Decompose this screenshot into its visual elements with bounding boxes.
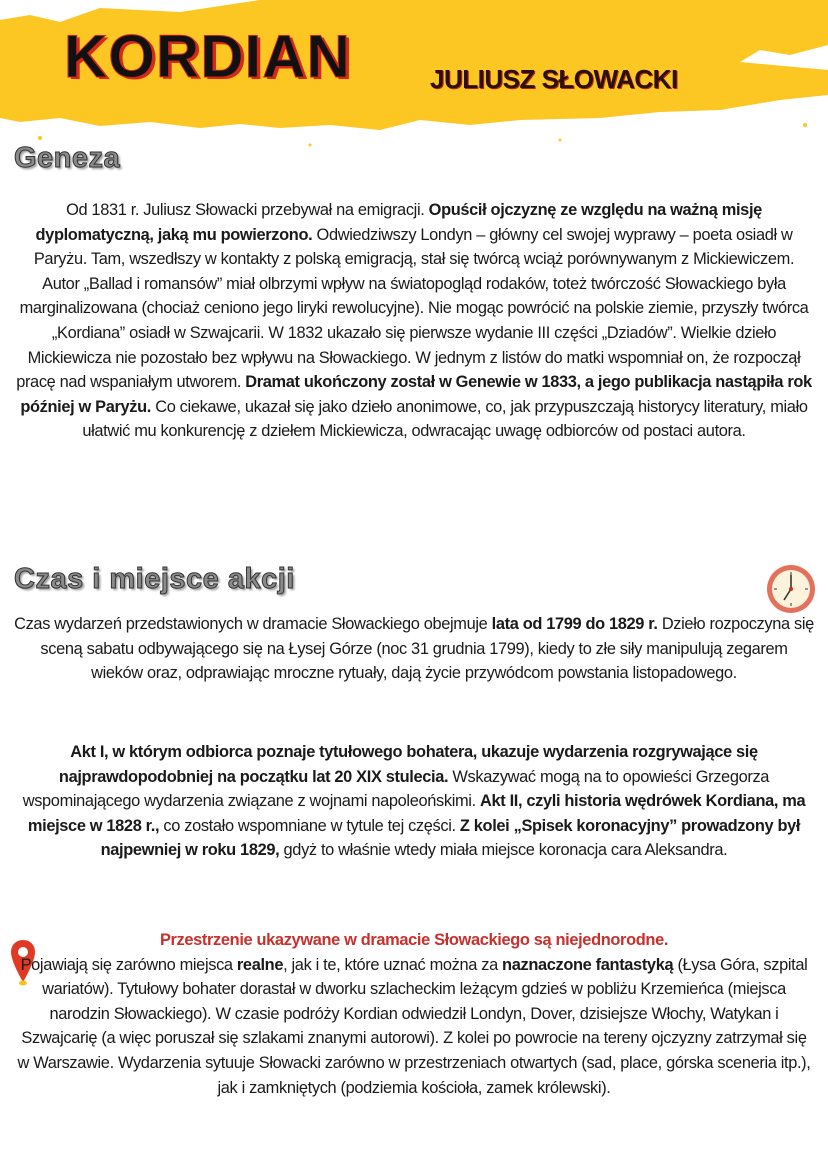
text: gdyż to właśnie wtedy miała miejsce koronacja cara Aleksandra. [279, 841, 728, 860]
text: , jak i te, które uznać można za [283, 955, 503, 974]
przestrzenie-body [14, 953, 814, 1101]
text: Odwiedziwszy Londyn – główny cel swojej wyprawy – poeta osiadł w Paryżu. Tam, wszedłszy w kontakty z polską emigracją, stał się twórcą wciąż porównywanym z Mickiewiczem. Autor „Ballad i romansów” miał olbrzymi wpływ na światopogląd rodaków, toteż twórczość Słowackiego była marginalizowana (chociaż ceniono jego liryki rewolucyjne). Nie mogąc powrócić na polskie ziemie, przyszły twórca „Kordiana” osiadł w Szwajcarii. W 1832 ukazało się pierwsze wydanie III części „Dziadów”. Wielkie dzieło Mickiewicza nie pozostało bez wpływu na Słowackiego. W jednym z listów do matki wspomniał on, że rozpoczął pracę nad wspaniałym utworem. [16, 225, 809, 392]
przestrzenie-paragraph [14, 928, 814, 1100]
text: Od 1831 r. Juliusz Słowacki przebywał na emigracji. [66, 201, 429, 219]
czas-paragraph-1 [14, 612, 814, 686]
bold-text: naznaczone fantastyką [502, 955, 674, 974]
text: Pojawiają się zarówno miejsca [20, 955, 237, 974]
section-heading-czas-i-miejsce: Czas i miejsce akcji [14, 563, 295, 595]
bold-text: lata od 1799 do 1829 r. [491, 615, 658, 633]
clock-icon [765, 563, 817, 615]
bold-text: Dramat ukończony został w Genewie w 1833, a jego publikacja nastąpiła rok później w Paryżu. [20, 373, 812, 416]
bold-text: Opuścił ojczyznę ze względu na ważną misję dyplomatyczną, jaką mu powierzono. [35, 201, 762, 244]
text: co zostało wspomniane w tytule tej części. [159, 816, 460, 835]
bold-text: Akt I, w którym odbiorca poznaje tytułowego bohatera, ukazuje wydarzenia rozgrywające się najprawdopodobniej na początku lat 20 XIX stulecia. [58, 743, 758, 786]
geneza-paragraph [14, 198, 814, 444]
document-title: KORDIAN [64, 23, 351, 90]
text: Wskazywać mogą na to opowieści Grzegorza wspominającego wydarzenia związane z wojnami napoleońskimi. [22, 767, 770, 811]
text: (Łysa Góra, szpital wariatów). Tytułowy bohater dorastał w dworku szlacheckim leżącym gdzieś w pobliżu Krzemieńca (miejsca narodzin Słowackiego). W czasie podróży Kordian odwiedził Londyn, Dover, dzisiejsze Włochy, Watykan i Szwajcarię (a więc poruszał się szlakami znanymi autorowi). Z kolei po powrocie na tereny ojczyzny zatrzymał się w Warszawie. Wydarzenia sytuuje Słowacki zarówno w przestrzeniach otwartych (sad, place, górska sceneria itp.), jak i zamkniętych (podziemia kościoła, zamek królewski). [17, 955, 811, 1097]
bold-text: realne [236, 955, 284, 974]
bold-text: Z kolei „Spisek koronacyjny” prowadzony był najpewniej w roku 1829, [100, 816, 801, 860]
czas-paragraph-2 [14, 740, 814, 863]
text: Dzieło rozpoczyna się sceną sabatu odbywającego się na Łysej Górze (noc 31 grudnia 1799), kiedy to złe siły manipulują zegarem wieków oraz, odprawiając mroczne rytuały, dają życie przywódcom powstania listopadowego. [40, 615, 814, 683]
text: Czas wydarzeń przedstawionych w dramacie Słowackiego obejmuje [14, 615, 492, 633]
text: Co ciekawe, ukazał się jako dzieło anonimowe, co, jak przypuszczają historycy literatury, miało ułatwić mu konkurencję z dziełem Mickiewicza, odwracając uwagę odbiorców od postaci autora. [82, 397, 808, 441]
section-heading-geneza: Geneza [14, 142, 121, 174]
przestrzenie-heading: Przestrzenie ukazywane w dramacie Słowackiego są niejednorodne. [159, 931, 669, 949]
author-name: JULIUSZ SŁOWACKI [430, 64, 678, 94]
bold-text: Akt II, czyli historia wędrówek Kordiana, ma miejsce w 1828 r., [27, 792, 806, 835]
